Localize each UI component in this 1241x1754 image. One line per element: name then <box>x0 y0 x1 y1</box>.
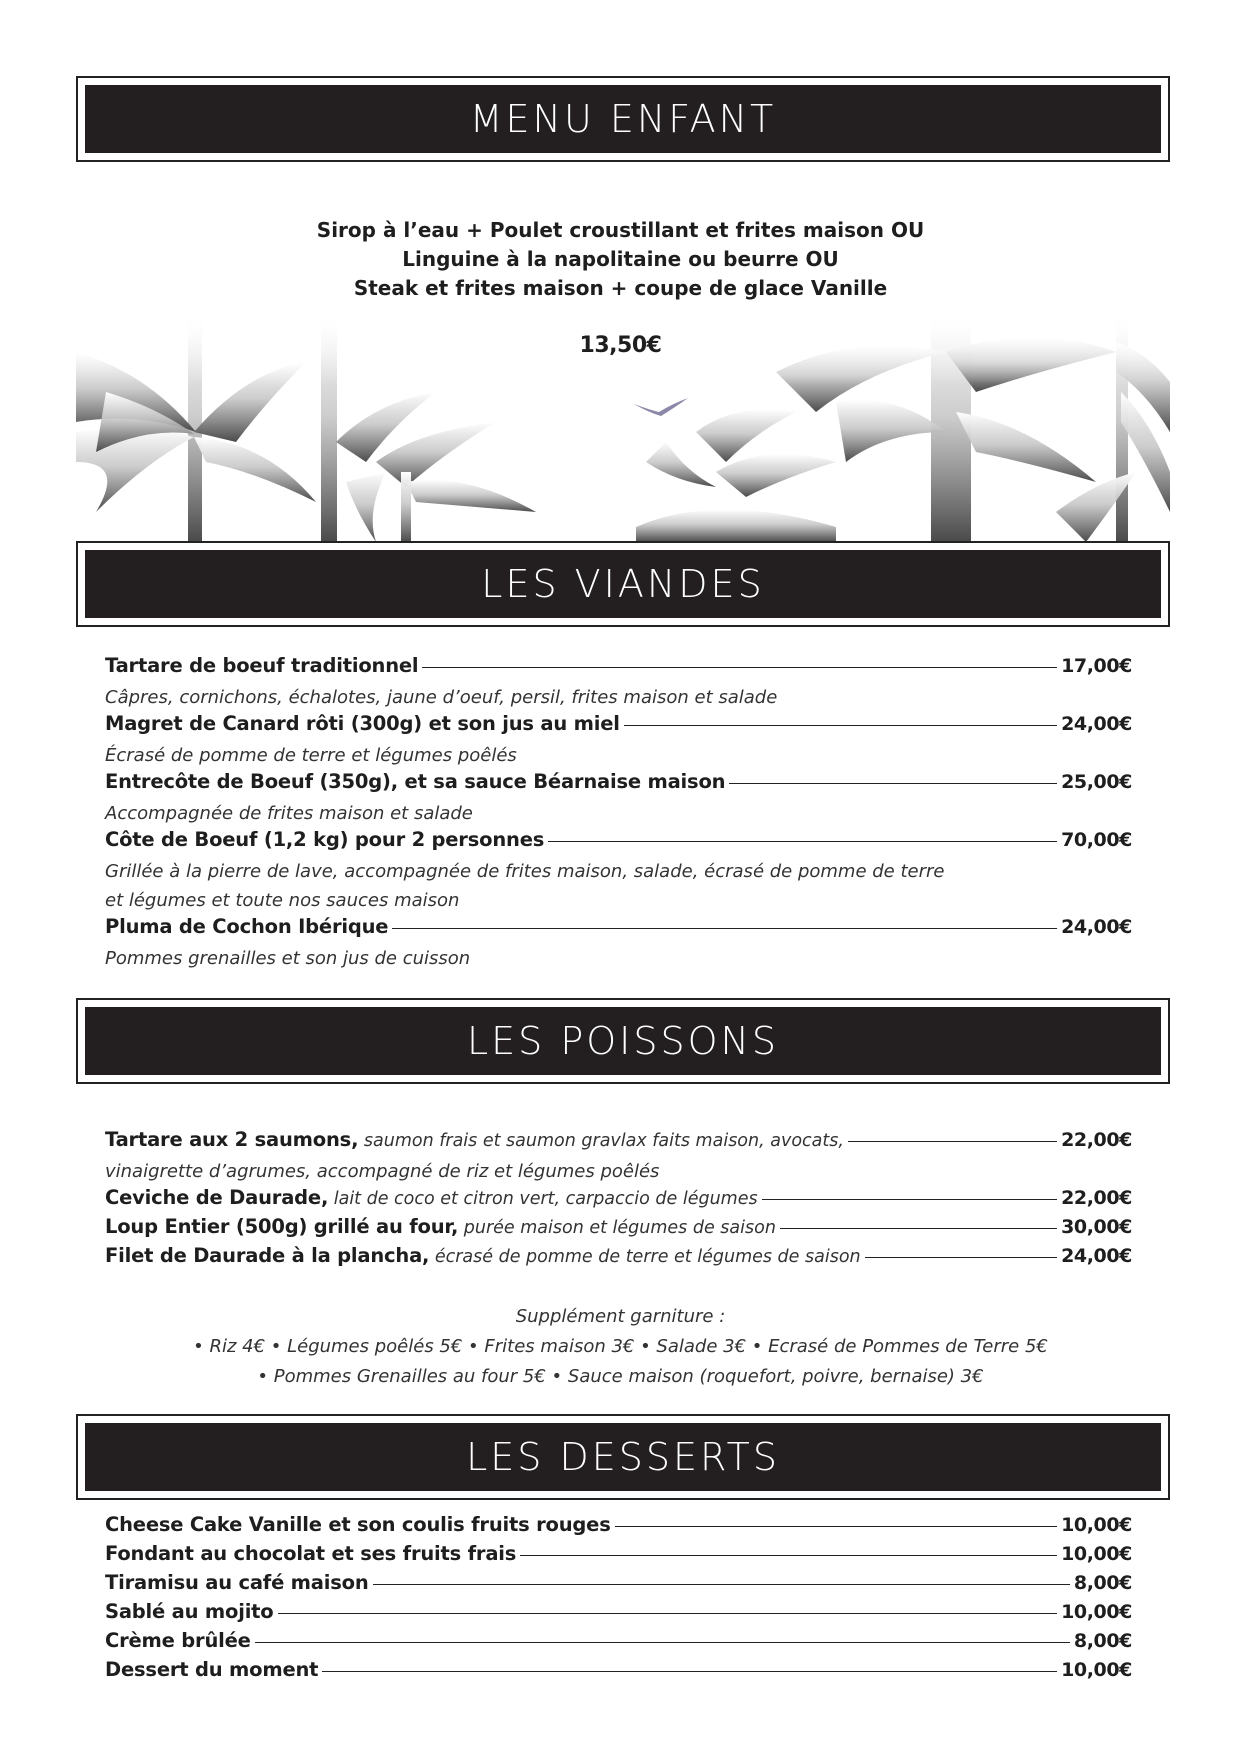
viandes-list <box>105 654 1132 973</box>
item-price: 8,00€ <box>1073 1630 1132 1652</box>
dotted-leader <box>865 1257 1057 1258</box>
item-price: 22,00€ <box>1061 1129 1132 1151</box>
menu-item <box>105 1128 1132 1157</box>
dotted-leader <box>624 725 1057 726</box>
item-description: Accompagnée de frites maison et salade <box>105 803 473 824</box>
menu-item <box>105 712 1132 741</box>
item-description: Grillée à la pierre de lave, accompagnée de frites maison, salade, écrasé de pomme de terre <box>105 861 945 882</box>
dotted-leader <box>615 1526 1057 1527</box>
item-name: Tiramisu au café maison <box>105 1571 369 1594</box>
item-name: Côte de Boeuf (1,2 kg) pour 2 personnes <box>105 828 545 851</box>
item-price: 22,00€ <box>1061 1187 1132 1209</box>
desserts-banner <box>76 1414 1170 1500</box>
dotted-leader <box>848 1141 1057 1142</box>
item-name: Magret de Canard rôti (300g) et son jus au miel <box>105 712 620 735</box>
item-name: Ceviche de Daurade, <box>105 1186 329 1209</box>
item-inline-text: lait de coco et citron vert, carpaccio de légumes <box>333 1189 758 1209</box>
dotted-leader <box>422 667 1057 668</box>
item-name: Tartare de boeuf traditionnel <box>105 654 419 677</box>
menu-enfant-line: Linguine à la napolitaine ou beurre OU <box>402 247 839 271</box>
item-price: 24,00€ <box>1061 1245 1132 1267</box>
item-name: Cheese Cake Vanille et son coulis fruits rouges <box>105 1513 611 1536</box>
item-inline-description <box>458 1218 776 1238</box>
viandes-banner <box>76 541 1170 627</box>
menu-item <box>105 654 1132 683</box>
menu-item <box>105 1542 1132 1571</box>
dotted-leader <box>762 1199 1057 1200</box>
item-price: 25,00€ <box>1061 771 1132 793</box>
menu-item <box>105 1215 1132 1244</box>
menu-item <box>105 1244 1132 1273</box>
dotted-leader <box>780 1228 1057 1229</box>
menu-item <box>105 1571 1132 1600</box>
menu-item <box>105 915 1132 944</box>
item-price: 10,00€ <box>1061 1514 1132 1536</box>
menu-item <box>105 1629 1132 1658</box>
supplement-line: • Pommes Grenailles au four 5€ • Sauce maison (roquefort, poivre, bernaise) 3€ <box>257 1366 984 1387</box>
supplement-block <box>0 1302 1241 1392</box>
item-price: 10,00€ <box>1061 1543 1132 1565</box>
item-description: Écrasé de pomme de terre et légumes poêlés <box>105 745 517 766</box>
item-name: Filet de Daurade à la plancha, <box>105 1244 430 1267</box>
poissons-list <box>105 1128 1132 1273</box>
viandes-title: LES VIANDES <box>481 562 765 606</box>
item-name: Crème brûlée <box>105 1629 251 1652</box>
dotted-leader <box>255 1642 1070 1643</box>
item-description: Câpres, cornichons, échalotes, jaune d’oeuf, persil, frites maison et salade <box>105 687 778 708</box>
menu-enfant-content <box>0 216 1241 358</box>
desserts-title: LES DESSERTS <box>466 1435 780 1479</box>
dotted-leader <box>373 1584 1070 1585</box>
item-name: Loup Entier (500g) grillé au four, <box>105 1215 459 1238</box>
item-price: 24,00€ <box>1061 713 1132 735</box>
item-price: 8,00€ <box>1073 1572 1132 1594</box>
item-name: Tartare aux 2 saumons, <box>105 1128 359 1151</box>
supplement-line: • Riz 4€ • Légumes poêlés 5€ • Frites maison 3€ • Salade 3€ • Ecrasé de Pommes de Terre 5€ <box>193 1336 1048 1357</box>
item-inline-text: purée maison et légumes de saison <box>463 1218 776 1238</box>
dotted-leader <box>322 1671 1057 1672</box>
menu-item <box>105 1658 1132 1687</box>
menu-item <box>105 1186 1132 1215</box>
menu-item <box>105 828 1132 857</box>
item-price: 17,00€ <box>1061 655 1132 677</box>
item-price: 10,00€ <box>1061 1659 1132 1681</box>
menu-enfant-banner <box>76 76 1170 162</box>
poissons-title: LES POISSONS <box>466 1019 780 1063</box>
item-price: 10,00€ <box>1061 1601 1132 1623</box>
menu-item <box>105 1600 1132 1629</box>
item-description: Pommes grenailles et son jus de cuisson <box>105 948 471 969</box>
desserts-list <box>105 1513 1132 1687</box>
item-name: Sablé au mojito <box>105 1600 274 1623</box>
dotted-leader <box>392 928 1057 929</box>
item-price: 24,00€ <box>1061 916 1132 938</box>
viandes-banner-inner <box>85 550 1161 618</box>
dotted-leader <box>520 1555 1057 1556</box>
item-inline-description <box>358 1131 844 1151</box>
item-price: 70,00€ <box>1061 829 1132 851</box>
dotted-leader <box>278 1613 1058 1614</box>
dotted-leader <box>548 841 1057 842</box>
item-inline-description <box>429 1247 860 1267</box>
item-name: Pluma de Cochon Ibérique <box>105 915 389 938</box>
menu-enfant-price: 13,50€ <box>579 333 662 358</box>
menu-enfant-banner-inner <box>85 85 1161 153</box>
menu-enfant-title: MENU ENFANT <box>469 97 777 141</box>
item-description: et légumes et toute nos sauces maison <box>105 890 460 911</box>
item-name: Dessert du moment <box>105 1658 319 1681</box>
item-name: Fondant au chocolat et ses fruits frais <box>105 1542 517 1565</box>
menu-item <box>105 770 1132 799</box>
poissons-banner-inner <box>85 1007 1161 1075</box>
supplement-title: Supplément garniture : <box>515 1306 726 1327</box>
dotted-leader <box>729 783 1057 784</box>
desserts-banner-inner <box>85 1423 1161 1491</box>
menu-enfant-line: Steak et frites maison + coupe de glace Vanille <box>353 276 888 300</box>
poissons-banner <box>76 998 1170 1084</box>
item-description: vinaigrette d’agrumes, accompagné de riz et légumes poêlés <box>105 1161 660 1182</box>
item-inline-description <box>328 1189 757 1209</box>
item-inline-text: écrasé de pomme de terre et légumes de saison <box>434 1247 861 1267</box>
item-name: Entrecôte de Boeuf (350g), et sa sauce Béarnaise maison <box>105 770 726 793</box>
menu-item <box>105 1513 1132 1542</box>
item-inline-text: saumon frais et saumon gravlax faits maison, avocats, <box>363 1131 844 1151</box>
menu-enfant-line: Sirop à l’eau + Poulet croustillant et frites maison OU <box>316 218 925 242</box>
item-price: 30,00€ <box>1061 1216 1132 1238</box>
